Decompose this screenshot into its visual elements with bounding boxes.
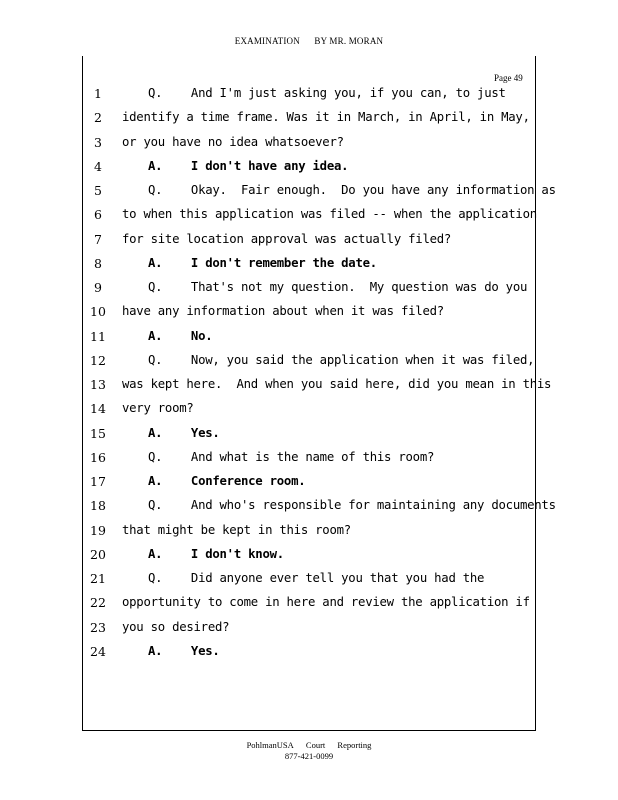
line-text: you so desired? — [122, 619, 230, 634]
answer-text: A. Yes. — [148, 643, 220, 658]
line-number: 18 — [90, 498, 106, 514]
line-text: very room? — [122, 401, 194, 416]
line-text: Q. That's not my question. My question was do you — [148, 280, 528, 294]
line-text: Q. And what is the name of this room? — [148, 449, 435, 464]
line-number: 5 — [94, 183, 102, 198]
line-number: 16 — [90, 449, 106, 465]
answer-text: A. I don't have any idea. — [148, 158, 349, 173]
line-number: 4 — [94, 158, 102, 174]
answer-text: A. Yes. — [148, 425, 220, 440]
line-text: Q. And who's responsible for maintaining any documents — [148, 498, 556, 513]
line-number: 13 — [90, 377, 106, 392]
transcript-line — [0, 135, 618, 155]
line-number: 15 — [90, 425, 106, 441]
footer-word-reporting: Reporting — [337, 740, 372, 750]
page-header — [0, 36, 618, 46]
transcript-line — [0, 110, 618, 130]
line-number: 11 — [90, 328, 106, 344]
transcript-line — [0, 401, 618, 421]
transcript-line — [0, 86, 618, 106]
answer-text: A. I don't know. — [148, 546, 284, 561]
transcript-line — [0, 620, 618, 640]
line-text: to when this application was filed -- when the application — [122, 207, 537, 222]
answer-text: A. No. — [148, 328, 213, 343]
transcript-line — [0, 474, 618, 494]
transcript-line — [0, 595, 618, 615]
line-number: 23 — [90, 619, 106, 635]
line-text: for site location approval was actually filed? — [122, 231, 452, 246]
transcript-line — [0, 644, 618, 664]
line-number: 1 — [94, 86, 102, 101]
transcript-line — [0, 498, 618, 518]
line-text: Q. Okay. Fair enough. Do you have any information as — [148, 183, 556, 197]
line-number: 12 — [90, 352, 106, 368]
line-text: Q. Now, you said the application when it was filed, — [148, 352, 535, 367]
line-number: 21 — [90, 571, 106, 586]
answer-text: A. Conference room. — [148, 474, 306, 488]
line-number: 14 — [90, 401, 106, 417]
transcript-line — [0, 523, 618, 543]
line-text: have any information about when it was filed? — [122, 304, 444, 319]
transcript-line — [0, 256, 618, 276]
transcript-line — [0, 571, 618, 591]
line-text: identify a time frame. Was it in March, in April, in May, — [122, 110, 530, 125]
line-number: 7 — [94, 231, 102, 247]
line-text: Q. And I'm just asking you, if you can, to just — [148, 86, 506, 100]
page-footer — [0, 740, 618, 762]
transcript-line — [0, 353, 618, 373]
line-text: that might be kept in this room? — [122, 522, 351, 537]
line-number: 9 — [94, 280, 102, 295]
line-text: opportunity to come in here and review the application if — [122, 595, 530, 610]
line-text: Q. Did anyone ever tell you that you had the — [148, 571, 485, 585]
line-number: 6 — [94, 207, 102, 223]
line-number: 2 — [94, 110, 102, 126]
transcript-line — [0, 377, 618, 397]
line-number: 17 — [90, 474, 106, 489]
transcript-line — [0, 329, 618, 349]
transcript-line — [0, 280, 618, 300]
line-number: 19 — [90, 522, 106, 538]
transcript-line — [0, 450, 618, 470]
header-section: EXAMINATION — [234, 36, 300, 46]
header-examiner: BY MR. MORAN — [314, 36, 384, 46]
transcript-line — [0, 304, 618, 324]
transcript-line — [0, 183, 618, 203]
line-number: 8 — [94, 255, 102, 271]
transcript-line — [0, 426, 618, 446]
footer-company: PohlmanUSA — [246, 740, 294, 750]
answer-text: A. I don't remember the date. — [148, 255, 377, 270]
transcript-line — [0, 232, 618, 252]
line-text: was kept here. And when you said here, did you mean in this — [122, 377, 552, 391]
line-number: 22 — [90, 595, 106, 611]
footer-phone: 877-421-0099 — [284, 751, 334, 761]
footer-word-court: Court — [305, 740, 326, 750]
transcript-line — [0, 159, 618, 179]
transcript-line — [0, 547, 618, 567]
line-number: 24 — [90, 643, 106, 659]
line-text: or you have no idea whatsoever? — [122, 134, 344, 149]
line-number: 3 — [94, 134, 102, 150]
line-number: 20 — [90, 546, 106, 562]
page-number: Page 49 — [494, 73, 523, 83]
transcript-line — [0, 207, 618, 227]
line-number: 10 — [90, 304, 106, 320]
